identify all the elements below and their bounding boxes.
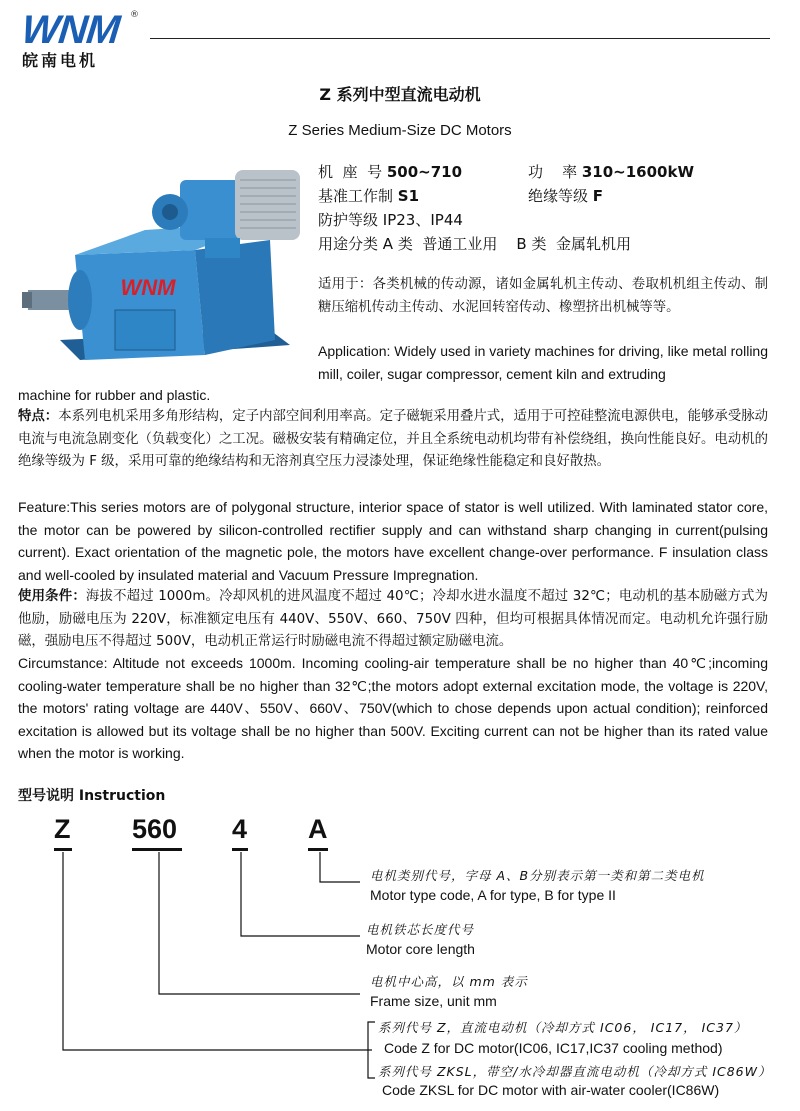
- frame-label: 机 座 号: [318, 163, 383, 181]
- code-frame: 560: [132, 814, 178, 844]
- note-frame-en: Frame size, unit mm: [370, 993, 497, 1009]
- insulation-label: 绝缘等级: [528, 187, 589, 205]
- frame-value: 500~710: [386, 163, 463, 181]
- brand-logo: WNM: [19, 8, 122, 52]
- feature-body-cn: 本系列电机采用多角形结构，定子内部空间利用率高。定子磁轭采用叠片式，适用于可控硅整流电源供电，能够承受脉动电流与电流急剧变化（负载变化）之工况。磁极安装有精确定位，并且全系统电动机均带有补偿绕组，换向性能良好。电动机的绝缘等级为 F 级，采用可靠的绝缘结构和无溶剂真空压力浸漆处理，保证绝缘性能稳定和良好散热。: [18, 409, 769, 469]
- instruction-title-en: Instruction: [78, 788, 166, 804]
- note-frame-cn: 电机中心高，以 mm 表示: [370, 974, 528, 989]
- insulation-value: F: [592, 187, 604, 205]
- registered-mark: ®: [130, 10, 139, 20]
- application-text-cn: 适用于：各类机械的传动源，诸如金属轧机主传动、卷取机机组主传动、制糖压缩机传动主传动、水泥回转窑传动、橡塑挤出机械等等。: [318, 277, 768, 315]
- application-text-en: Application: Widely used in variety machines for driving, like metal rolling mill, coiler, sugar compressor, cement kiln and extruding: [318, 343, 768, 382]
- note-type-en: Motor type code, A for type, B for type II: [370, 887, 616, 903]
- condition-body-cn: 海拔不超过 1000m。冷却风机的进风温度不超过 40℃；冷却水进水温度不超过 32℃；电动机的基本励磁方式为他励，励磁电压为 220V，标准额定电压有 440V、550V、660、750V 四种，但均可根据具体情况而定。电动机允许强行励磁，强励电压不得超过 500V，电动机正常运行时励磁电流不得超过额定励磁电流。: [18, 589, 769, 649]
- power-label: 功 率: [528, 163, 578, 181]
- page-title-en: Z Series Medium-Size DC Motors: [288, 122, 512, 139]
- feature-text-en: Feature:This series motors are of polygonal structure, interior space of stator is well utilized. With laminated stator core, the motor can be powered by silicon-controlled rectifier supply and can withstand sharp changing in current(pulsing current). Exact orientation of the magnetic pole, the motors have excellent change-over performance. F insulation class and well-cooled by insulated material and Vacuum Pressure Impregnation.: [18, 499, 768, 583]
- note-series-z-en: Code Z for DC motor(IC06, IC17,IC37 cooling method): [384, 1040, 723, 1056]
- condition-text-en: Circumstance: Altitude not exceeds 1000m. Incoming cooling-air temperature shall be no higher than 40℃;incoming cooling-water temperature shall be no higher than 32℃;the motors adopt external excitation mode, the voltage is 220V, the motors' rating voltage are 440V、550V、660V、750V(which to chose depends upon actual condition); reinforced excitation is allowed but its voltage shall be no higher than 500V. Exciting current can not be higher than its rated value when the motor is working.: [18, 655, 768, 761]
- note-series-zksl-cn: 系列代号 ZKSL，带空/水冷却器直流电动机（冷却方式 IC86W）: [378, 1064, 772, 1079]
- note-series-z-cn: 系列代号 Z，直流电动机（冷却方式 IC06， IC17， IC37）: [378, 1020, 748, 1035]
- duty-label: 基准工作制: [318, 187, 394, 205]
- motor-logo-text: WNM: [120, 275, 176, 300]
- code-core-length: 4: [232, 814, 248, 844]
- note-core-cn: 电机铁芯长度代号: [366, 922, 475, 937]
- duty-value: S1: [397, 187, 420, 205]
- condition-lead: 使用条件：: [18, 589, 86, 604]
- instruction-title-cn: 型号说明: [18, 788, 74, 804]
- brand-name-cn: 皖南电机: [22, 51, 99, 70]
- code-series: Z: [54, 814, 71, 844]
- note-series-zksl-en: Code ZKSL for DC motor with air-water cooler(IC86W): [382, 1082, 720, 1098]
- usage-value: A 类 普通工业用 B 类 金属轧机用: [382, 235, 632, 253]
- note-core-en: Motor core length: [366, 941, 475, 957]
- code-type: A: [308, 814, 328, 844]
- application-text-en-cont: machine for rubber and plastic.: [18, 387, 211, 403]
- power-value: 310~1600kW: [581, 163, 695, 181]
- note-type-cn: 电机类别代号，字母 A、B分别表示第一类和第二类电机: [370, 868, 705, 883]
- feature-lead: 特点：: [18, 409, 59, 424]
- protection-label: 防护等级: [318, 211, 379, 229]
- page-title-cn: Z 系列中型直流电动机: [319, 85, 481, 104]
- protection-value: IP23、IP44: [382, 211, 463, 229]
- usage-label: 用途分类: [318, 235, 379, 253]
